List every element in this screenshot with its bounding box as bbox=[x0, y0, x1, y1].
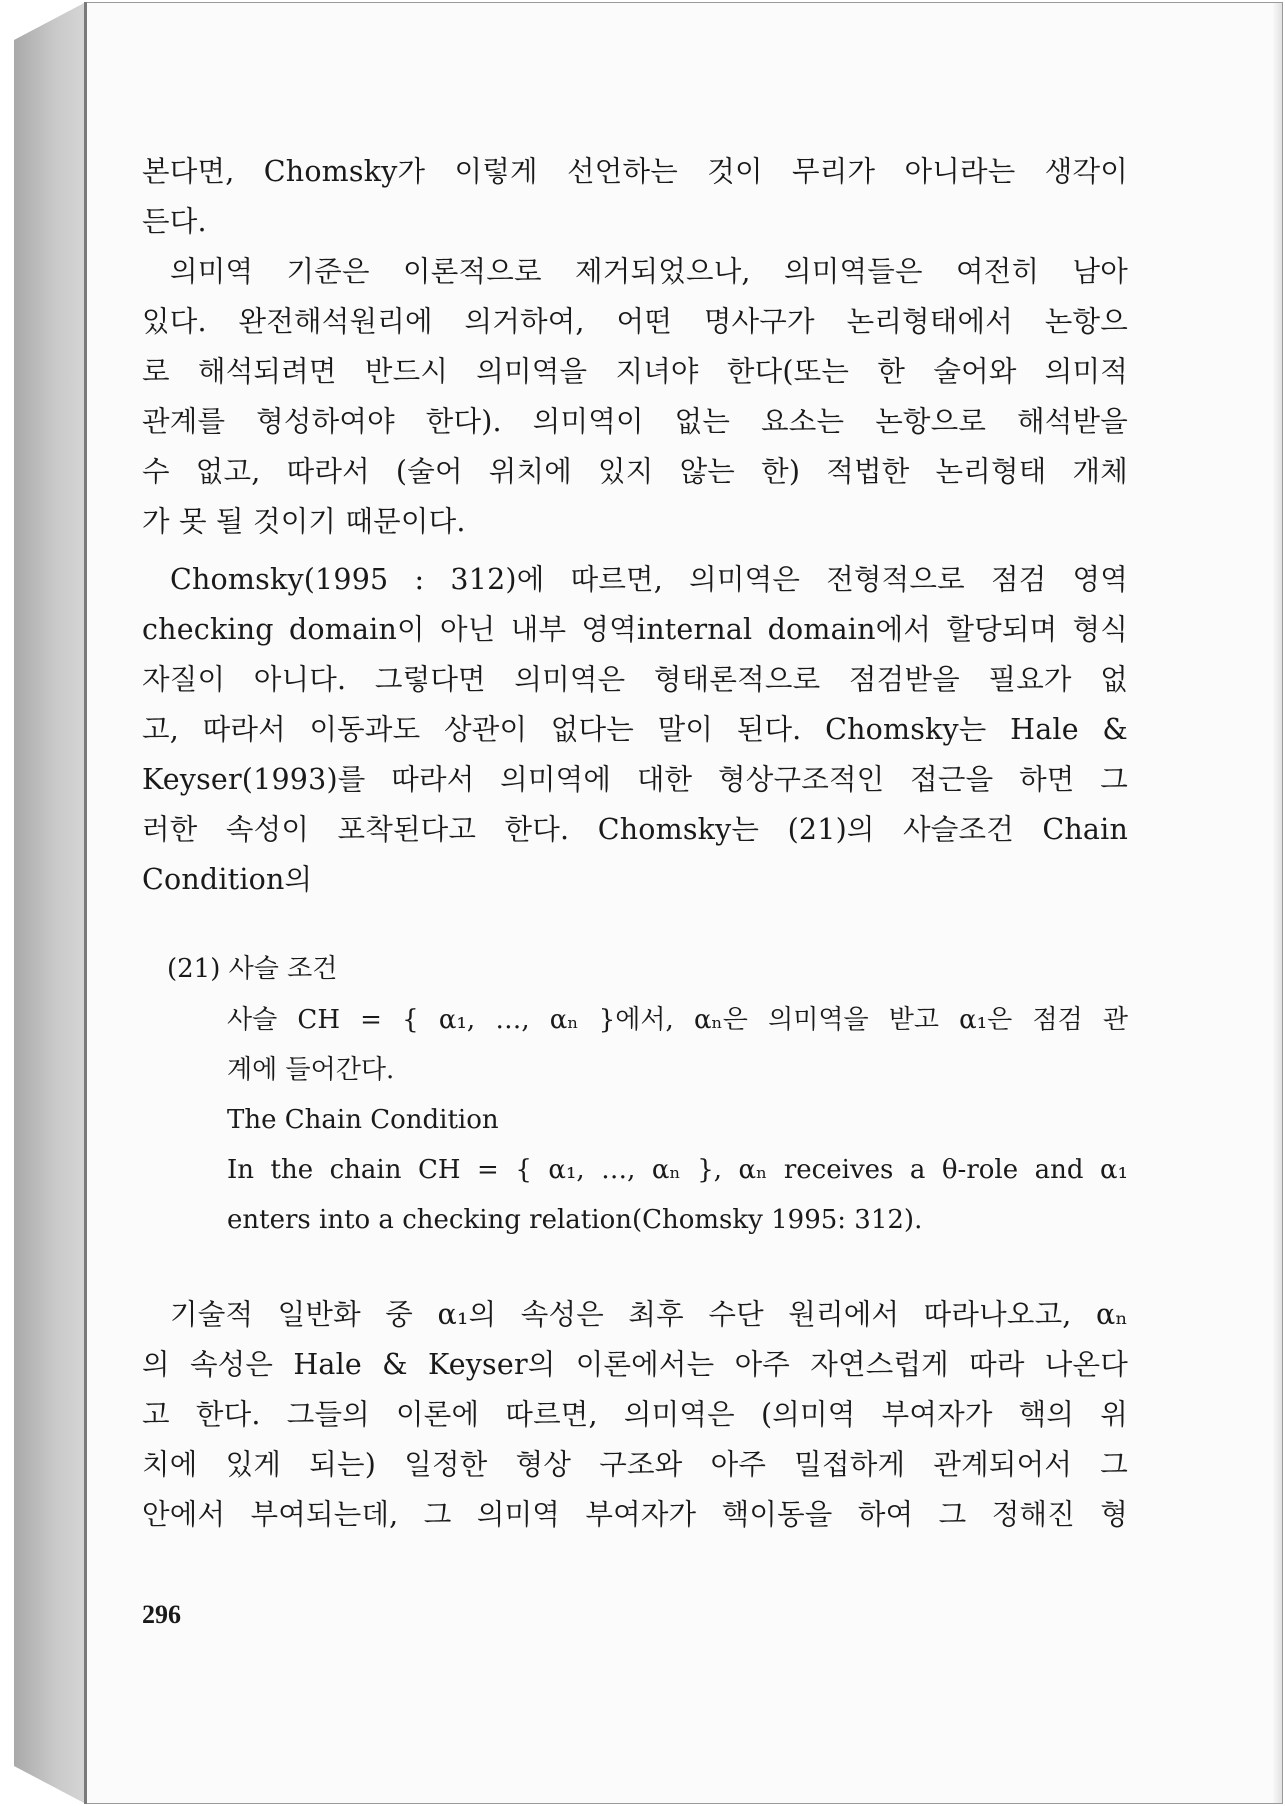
example-line: In the chain CH = { α₁, …, αₙ }, αₙ receives a θ-role and α₁ bbox=[227, 1155, 1128, 1185]
text-line: 가 못 될 것이기 때문이다. bbox=[142, 505, 466, 538]
example-title: 사슬 조건 bbox=[228, 954, 338, 984]
example-heading bbox=[167, 943, 1128, 995]
example-line: 사슬 CH = { α₁, …, αₙ }에서, αₙ은 의미역을 받고 α₁은 점검 관 bbox=[227, 1005, 1128, 1035]
body-text-bottom bbox=[142, 1290, 1128, 1540]
example-line: 계에 들어간다. bbox=[227, 1055, 395, 1085]
body-text-top bbox=[142, 147, 1128, 547]
example-line: The Chain Condition bbox=[227, 1105, 499, 1135]
page-number: 296 bbox=[142, 1600, 181, 1629]
text-line: Condition의 bbox=[142, 863, 313, 896]
text-line: 의 속성은 Hale & Keyser의 이론에서는 아주 자연스럽게 따라 나온다 bbox=[142, 1348, 1128, 1381]
page-edge-shadow bbox=[1272, 3, 1282, 1803]
text-line: 의미역 기준은 이론적으로 제거되었으나, 의미역들은 여전히 남아 bbox=[170, 255, 1128, 288]
text-line: Keyser(1993)를 따라서 의미역에 대한 형상구조적인 접근을 하면 그 bbox=[142, 763, 1128, 796]
text-line: 안에서 부여되는데, 그 의미역 부여자가 핵이동을 하여 그 정해진 형 bbox=[142, 1498, 1128, 1531]
book-spine bbox=[14, 2, 86, 1804]
text-line: 자질이 아니다. 그렇다면 의미역은 형태론적으로 점검받을 필요가 없 bbox=[142, 663, 1128, 696]
example-body bbox=[167, 995, 1128, 1245]
text-line: checking domain이 아닌 내부 영역internal domain에서 할당되며 형식 bbox=[142, 613, 1128, 646]
text-line: 있다. 완전해석원리에 의거하여, 어떤 명사구가 논리형태에서 논항으 bbox=[142, 305, 1128, 338]
example-line: enters into a checking relation(Chomsky 1995: 312). bbox=[227, 1205, 923, 1235]
text-line: 고, 따라서 이동과도 상관이 없다는 말이 된다. Chomsky는 Hale & bbox=[142, 713, 1128, 746]
text-line: 관계를 형성하여야 한다). 의미역이 없는 요소는 논항으로 해석받을 bbox=[142, 405, 1128, 438]
example-number: (21) bbox=[167, 954, 221, 984]
text-line: 러한 속성이 포착된다고 한다. Chomsky는 (21)의 사슬조건 Chain bbox=[142, 813, 1128, 846]
text-line: 고 한다. 그들의 이론에 따르면, 의미역은 (의미역 부여자가 핵의 위 bbox=[142, 1398, 1128, 1431]
body-text-middle bbox=[142, 555, 1128, 905]
example-21 bbox=[167, 943, 1128, 1245]
text-line: 본다면, Chomsky가 이렇게 선언하는 것이 무리가 아니라는 생각이 bbox=[142, 155, 1128, 188]
text-line: 치에 있게 되는) 일정한 형상 구조와 아주 밀접하게 관계되어서 그 bbox=[142, 1448, 1128, 1481]
text-line: Chomsky(1995 : 312)에 따르면, 의미역은 전형적으로 점검 영역 bbox=[170, 563, 1128, 596]
text-line: 로 해석되려면 반드시 의미역을 지녀야 한다(또는 한 술어와 의미적 bbox=[142, 355, 1128, 388]
text-line: 든다. bbox=[142, 205, 207, 238]
text-line: 기술적 일반화 중 α₁의 속성은 최후 수단 원리에서 따라나오고, αₙ bbox=[170, 1298, 1128, 1331]
text-line: 수 없고, 따라서 (술어 위치에 있지 않는 한) 적법한 논리형태 개체 bbox=[142, 455, 1128, 488]
